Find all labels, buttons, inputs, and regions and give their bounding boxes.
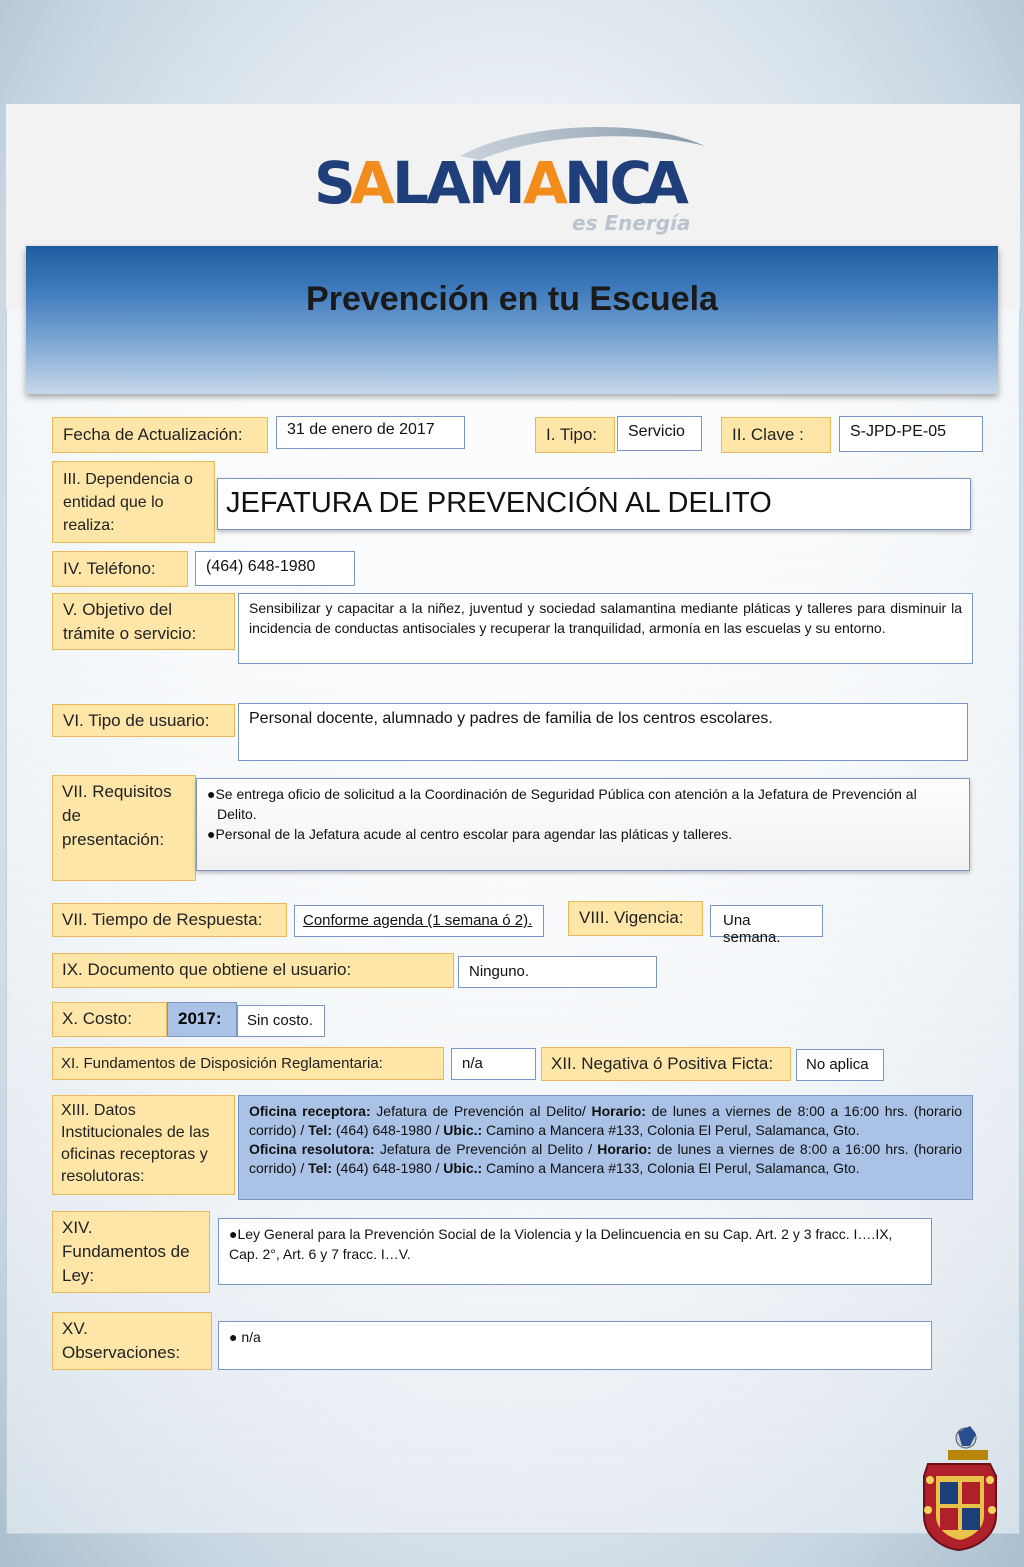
resolutora-oficina: Jefatura de Prevención al Delito / — [374, 1141, 598, 1157]
telefono-label: IV. Teléfono: — [52, 551, 188, 587]
resolutora-horario-key: Horario: — [597, 1141, 652, 1157]
oficina-resolutora — [249, 1140, 962, 1178]
requisitos-label: VII. Requisitos de presentación: — [52, 775, 196, 881]
resolutora-key: Oficina resolutora: — [249, 1141, 375, 1157]
ficta-label: XII. Negativa ó Positiva Ficta: — [541, 1047, 791, 1081]
dependencia-value: JEFATURA DE PREVENCIÓN AL DELITO — [217, 478, 971, 530]
svg-text:A: A — [644, 149, 686, 217]
oficina-receptora — [249, 1102, 962, 1140]
documento-value: Ninguno. — [458, 956, 657, 988]
svg-text:A: A — [523, 149, 565, 217]
objetivo-value: Sensibilizar y capacitar a la niñez, juventud y sociedad salamantina mediante pláticas y talleres para disminuir la incidencia de conductas antisociales y recuperar la tranquilidad, armonía en las escuelas y su entorno. — [238, 593, 973, 664]
objetivo-label: V. Objetivo del trámite o servicio: — [52, 593, 235, 650]
telefono-value: (464) 648-1980 — [195, 551, 355, 586]
fecha-value: 31 de enero de 2017 — [276, 416, 465, 449]
clave-value: S-JPD-PE-05 — [839, 416, 983, 452]
svg-text:A: A — [350, 149, 392, 217]
svg-text:LAM: LAM — [392, 149, 523, 217]
page-title: Prevención en tu Escuela — [306, 280, 718, 318]
datos-label: XIII. Datos Institucionales de las oficinas receptoras y resolutoras: — [52, 1095, 235, 1195]
datos-value — [238, 1095, 973, 1200]
receptora-tel: (464) 648-1980 / — [331, 1122, 444, 1138]
usuario-label: VI. Tipo de usuario: — [52, 704, 235, 737]
svg-text:S: S — [314, 149, 353, 217]
costo-value: Sin costo. — [237, 1005, 325, 1037]
documento-label: IX. Documento que obtiene el usuario: — [52, 953, 454, 988]
dependencia-label: III. Dependencia o entidad que lo realiza: — [52, 461, 215, 543]
receptora-horario: de lunes a viernes de 8:00 a 16:00 hrs. (horario corrido) / — [249, 1103, 962, 1138]
fecha-label: Fecha de Actualización: — [52, 417, 268, 453]
fundamentos-disp-value: n/a — [451, 1048, 536, 1080]
svg-text:NC: NC — [564, 149, 650, 217]
resolutora-ubic-key: Ubic.: — [443, 1160, 483, 1176]
title-banner — [26, 246, 998, 394]
tipo-value: Servicio — [617, 416, 702, 451]
ficta-value: No aplica — [796, 1049, 884, 1081]
usuario-value: Personal docente, alumnado y padres de familia de los centros escolares. — [238, 703, 968, 761]
receptora-key: Oficina receptora: — [249, 1103, 371, 1119]
tiempo-label: VII. Tiempo de Respuesta: — [52, 903, 287, 937]
receptora-horario-key: Horario: — [591, 1103, 646, 1119]
observaciones-label: XV. Observaciones: — [52, 1312, 212, 1370]
vigencia-value: Una semana. — [710, 905, 823, 937]
costo-label: X. Costo: — [52, 1002, 167, 1037]
resolutora-tel-key: Tel: — [308, 1160, 332, 1176]
receptora-ubic-key: Ubic.: — [443, 1122, 483, 1138]
resolutora-ubic: Camino a Mancera #133, Colonia El Perul, Salamanca, Gto. — [482, 1160, 860, 1176]
svg-text:es Energía: es Energía — [572, 211, 691, 235]
requisitos-value — [196, 778, 970, 871]
tiempo-text: Conforme agenda (1 semana ó 2). — [303, 912, 533, 929]
resolutora-tel: (464) 648-1980 / — [331, 1160, 444, 1176]
tipo-label: I. Tipo: — [535, 417, 615, 453]
requisito-item: ●Personal de la Jefatura acude al centro escolar para agendar las pláticas y talleres. — [207, 826, 733, 842]
resolutora-horario: de lunes a viernes de 8:00 a 16:00 hrs. (horario corrido) / — [249, 1141, 963, 1176]
costo-year: 2017: — [167, 1002, 237, 1037]
receptora-ubic: Camino a Mancera #133, Colonia El Perul, Salamanca, Gto. — [482, 1122, 860, 1138]
requisito-item: ●Se entrega oficio de solicitud a la Coordinación de Seguridad Pública con atención a la Jefatura de Prevención al Delito. — [207, 786, 917, 822]
ley-value: ●Ley General para la Prevención Social de la Violencia y la Delincuencia en su Cap. Art. 2 y 3 fracc. I….IX, Cap. 2°, Art. 6 y 7 fracc. I…V. — [218, 1218, 932, 1285]
receptora-tel-key: Tel: — [308, 1122, 332, 1138]
clave-label: II. Clave : — [721, 417, 831, 453]
coat-of-arms-icon — [918, 1420, 1000, 1552]
tiempo-value — [294, 905, 544, 937]
salamanca-logo — [310, 118, 715, 243]
ley-label: XIV. Fundamentos de Ley: — [52, 1211, 210, 1293]
vigencia-label: VIII. Vigencia: — [568, 901, 703, 936]
receptora-oficina: Jefatura de Prevención al Delito/ — [370, 1103, 592, 1119]
fundamentos-disp-label: XI. Fundamentos de Disposición Reglamentaria: — [52, 1047, 444, 1080]
observaciones-value: ● n/a — [218, 1321, 932, 1370]
